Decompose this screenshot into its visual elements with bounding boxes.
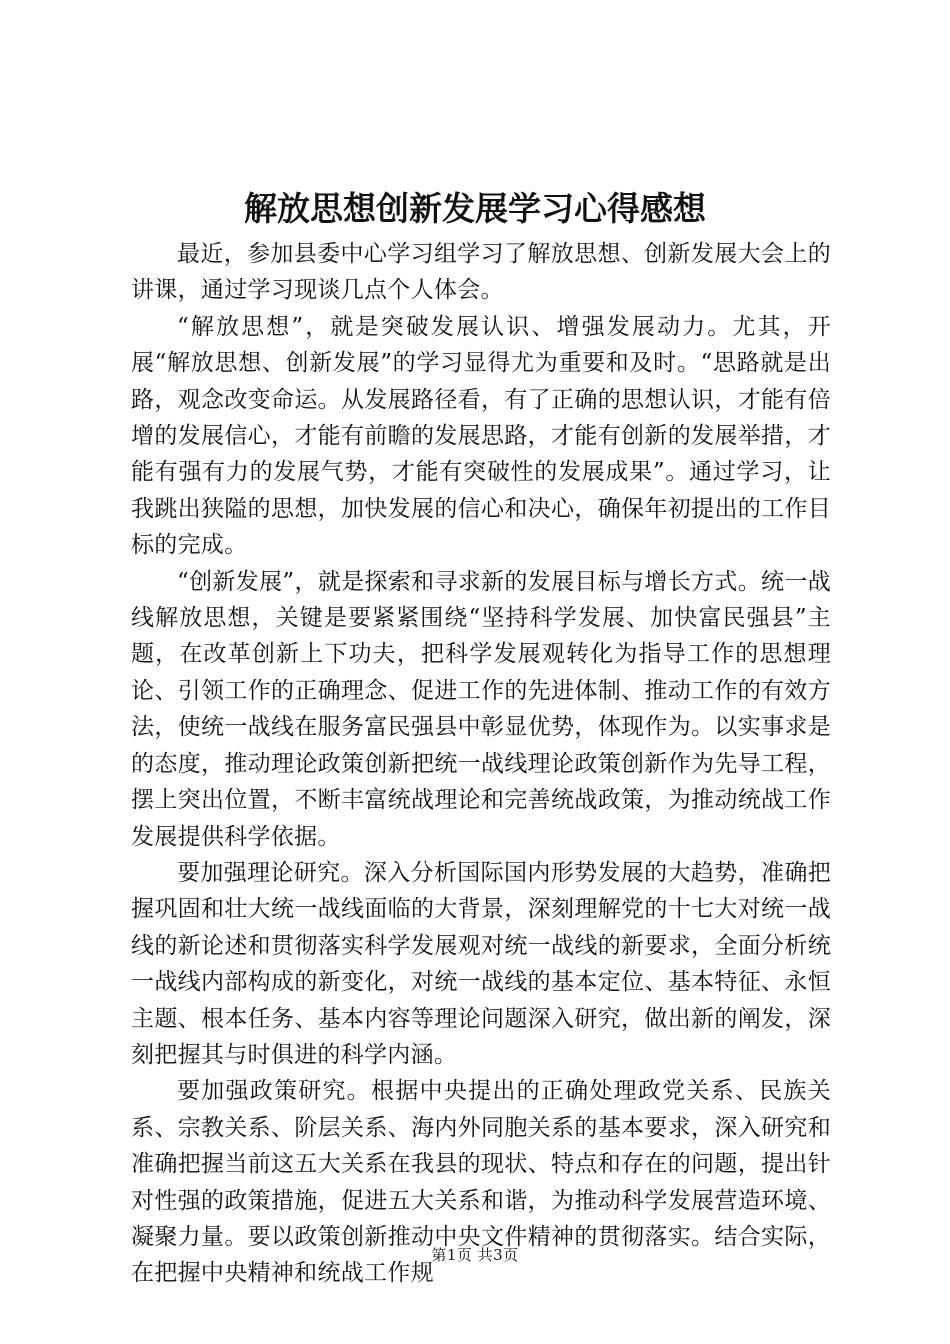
document-title: 解放思想创新发展学习心得感想: [244, 189, 706, 228]
paragraph-innovative-development: “创新发展”，就是探索和寻求新的发展目标与增长方式。统一战线解放思想，关键是要紧紧围绕“坚持科学发展、加快富民强县”主题，在改革创新上下功夫，把科学发展观转化为指导工作的思想理论、引领工作的正确理念、促进工作的先进体制、推动工作的有效方法，使统一战线在服务富民强县中彰显优势，体现作为。以实事求是的态度，推动理论政策创新把统一战线理论政策创新作为先导工程，摆上突出位置，不断丰富统战理论和完善统战政策，为推动统战工作发展提供科学依据。: [131, 568, 831, 850]
paragraph-policy-research: 要加强政策研究。根据中央提出的正确处理政党关系、民族关系、宗教关系、阶层关系、海内外同胞关系的基本要求，深入研究和准确把握当前这五大关系在我县的现状、特点和存在的问题，提出针对性强的政策措施，促进五大关系和谐，为推动科学发展营造环境、凝聚力量。要以政策创新推动中央文件精神的贯彻落实。结合实际，在把握中央精神和统战工作规: [131, 1078, 831, 1287]
paragraph-emancipate-mind: “解放思想”，就是突破发展认识、增强发展动力。尤其，开展“解放思想、创新发展”的学习显得尤为重要和及时。“思路就是出路，观念改变命运。从发展路径看，有了正确的思想认识，才能有倍增的发展信心，才能有前瞻的发展思路，才能有创新的发展举措，才能有强有力的发展气势，才能有突破性的发展成果”。通过学习，让我跳出狭隘的思想，加快发展的信心和决心，确保年初提出的工作目标的完成。: [131, 313, 831, 559]
document-body: [131, 236, 831, 1292]
paragraph-intro: 最近，参加县委中心学习组学习了解放思想、创新发展大会上的讲课，通过学习现谈几点个人体会。: [131, 241, 831, 304]
paragraph-theory-research: 要加强理论研究。深入分析国际国内形势发展的大趋势，准确把握巩固和壮大统一战线面临的大背景，深刻理解党的十七大对统一战线的新论述和贯彻落实科学发展观对统一战线的新要求，全面分析统一战线内部构成的新变化，对统一战线的基本定位、基本特征、永恒主题、根本任务、基本内容等理论问题深入研究，做出新的阐发，深刻把握其与时俱进的科学内涵。: [131, 859, 831, 1068]
page-number-footer: 第1页 共3页: [431, 1246, 519, 1264]
